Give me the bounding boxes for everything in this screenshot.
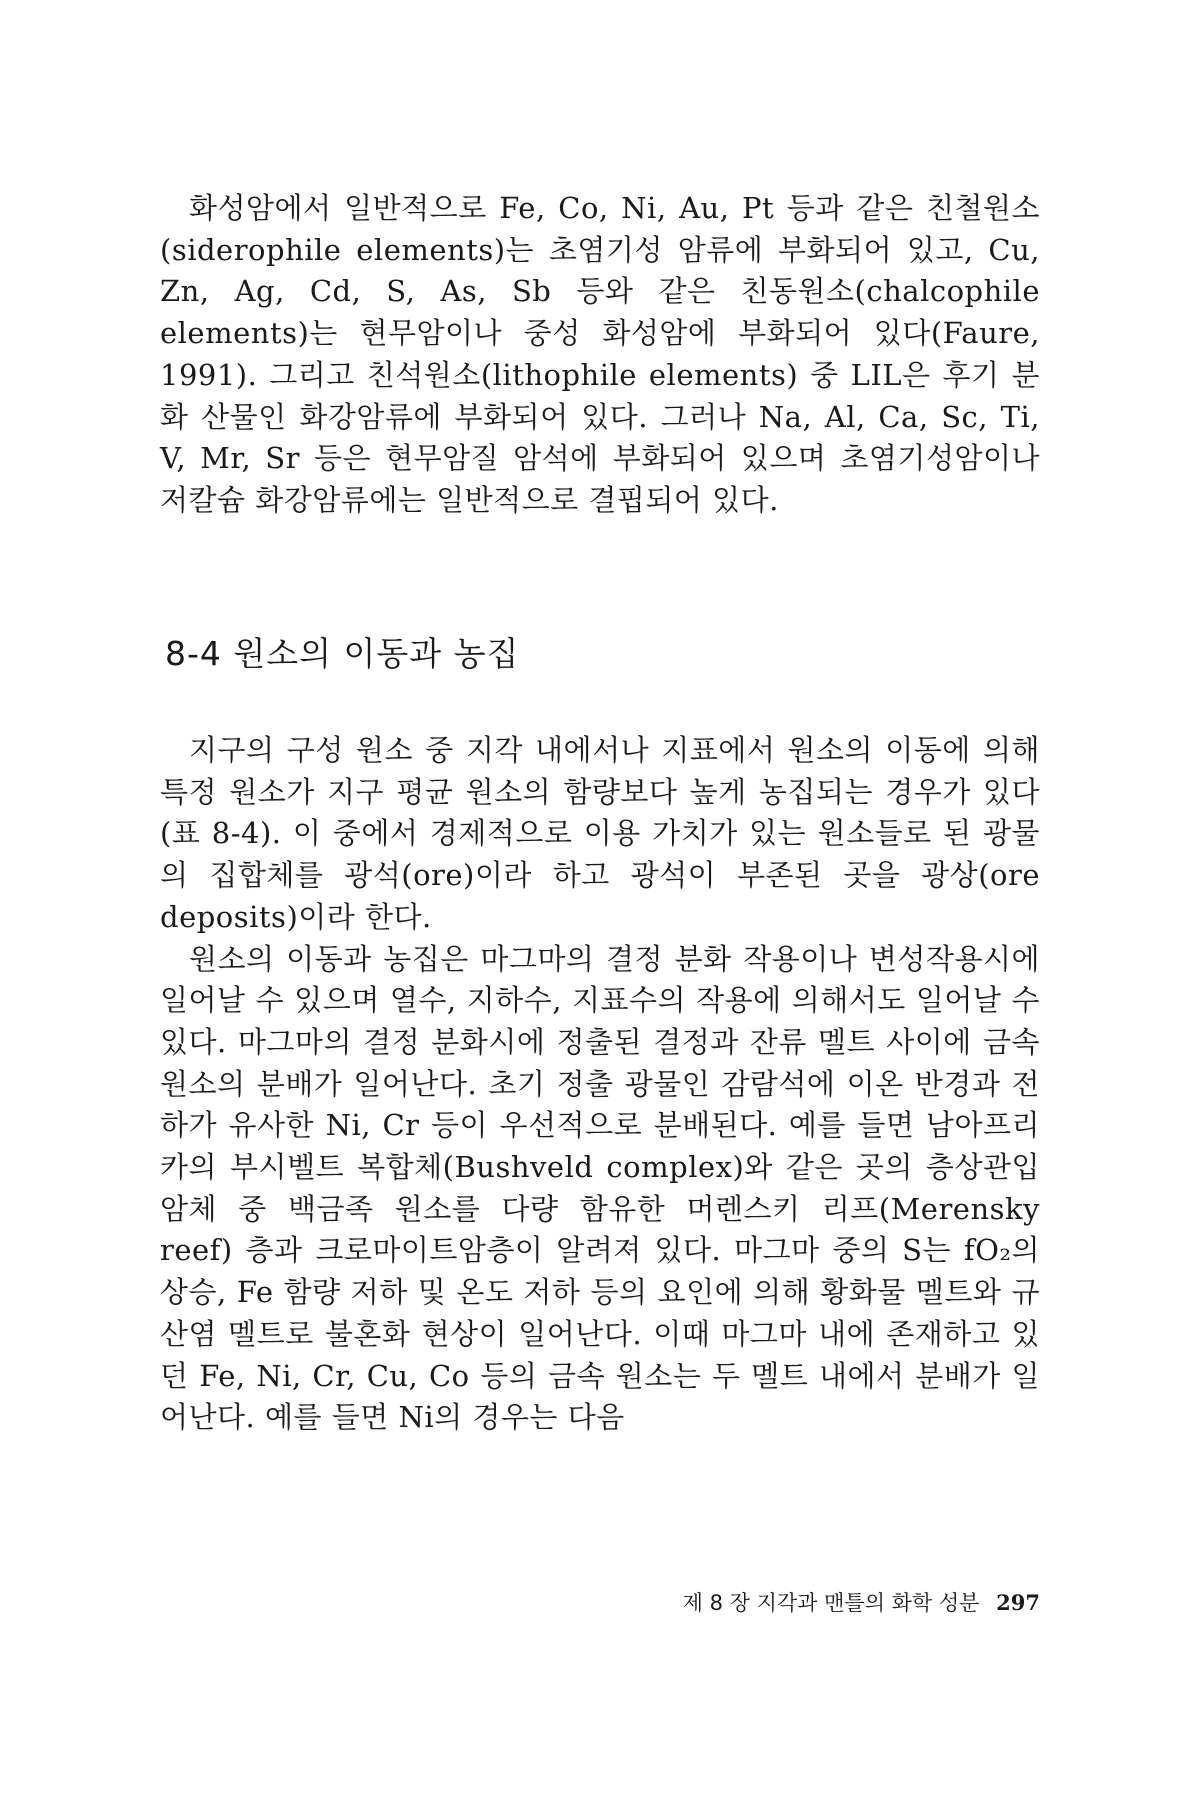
- running-footer: [560, 1588, 1040, 1618]
- section-heading: 8-4 원소의 이동과 농집: [165, 634, 520, 673]
- section-text-block: [160, 730, 1040, 1439]
- paragraph: 원소의 이동과 농집은 마그마의 결정 분화 작용이나 변성작용시에 일어날 수 있으며 열수, 지하수, 지표수의 작용에 의해서도 일어날 수 있다. 마그마의 결정 분화시에 정출된 결정과 잔류 멜트 사이에 금속 원소의 분배가 일어난다. 초기 정출 광물인 감람석에 이온 반경과 전하가 유사한 Ni, Cr 등이 우선적으로 분배된다. 예를 들면 남아프리카의 부시벨트 복합체(Bushveld complex)와 같은 곳의 층상관입암체 중 백금족 원소를 다량 함유한 머렌스키 리프(Merensky reef) 층과 크로마이트암층이 알려져 있다. 마그마 중의 S는 fO₂의 상승, Fe 함량 저하 및 온도 저하 등의 요인에 의해 황화물 멜트와 규산염 멜트로 불혼화 현상이 일어난다. 이때 마그마 내에 존재하고 있던 Fe, Ni, Cr, Cu, Co 등의 금속 원소는 두 멜트 내에서 분배가 일어난다. 예를 들면 Ni의 경우는 다음: [160, 941, 1040, 1435]
- intro-text-block: [160, 188, 1040, 522]
- paragraph: 화성암에서 일반적으로 Fe, Co, Ni, Au, Pt 등과 같은 친철원소(siderophile elements)는 초염기성 암류에 부화되어 있고, Cu, Zn, Ag, Cd, S, As, Sb 등와 같은 친동원소(chalcophile elements)는 현무암이나 중성 화성암에 부화되어 있다(Faure, 1991). 그리고 친석원소(lithophile elements) 중 LIL은 후기 분화 산물인 화강암류에 부화되어 있다. 그러나 Na, Al, Ca, Sc, Ti, V, Mr, Sr 등은 현무암질 암석에 부화되어 있으며 초염기성암이나 저칼슘 화강암류에는 일반적으로 결핍되어 있다.: [160, 191, 1040, 517]
- paragraph: 지구의 구성 원소 중 지각 내에서나 지표에서 원소의 이동에 의해 특정 원소가 지구 평균 원소의 함량보다 높게 농집되는 경우가 있다(표 8-4). 이 중에서 경제적으로 이용 가치가 있는 원소들로 된 광물의 집합체를 광석(ore)이라 하고 광석이 부존된 곳을 광상(ore deposits)이라 한다.: [160, 733, 1040, 934]
- page-number: 297: [996, 1590, 1040, 1615]
- chapter-title: 제 8 장 지각과 맨틀의 화학 성분: [682, 1591, 980, 1615]
